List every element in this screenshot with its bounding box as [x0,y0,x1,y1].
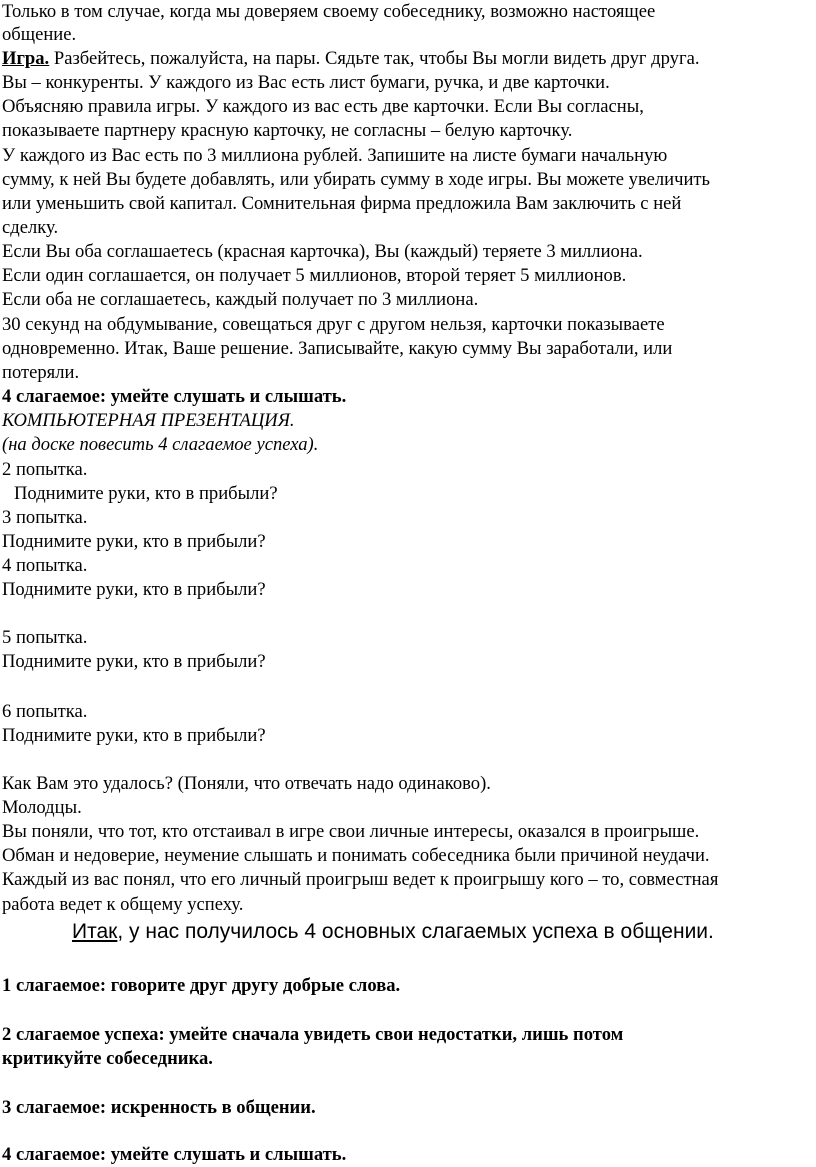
text-line: Каждый из вас понял, что его личный проигрыш ведет к проигрышу кого – то, совместная [2,869,719,890]
text-line: показываете партнеру красную карточку, не согласны – белую карточку. [2,120,573,141]
text-line: Объясняю правила игры. У каждого из вас есть две карточки. Если Вы согласны, [2,96,644,117]
text-line: Молодцы. [2,797,82,818]
text-line: Если оба не соглашаетесь, каждый получает по 3 миллиона. [2,289,479,310]
text-line: сумму, к ней Вы будете добавлять, или убирать сумму в ходе игры. Вы можете увеличить [2,169,711,190]
game-label: Игра. [2,48,50,69]
text-line: или уменьшить свой капитал. Сомнительная фирма предложила Вам заключить с ней [2,193,682,214]
success-component-2: 2 слагаемое успеха: умейте сначала увидеть свои недостатки, лишь потом [2,1024,624,1045]
success-component-3: 3 слагаемое: искренность в общении. [2,1097,316,1118]
text-line: Если Вы оба соглашаетесь (красная карточка), Вы (каждый) теряете 3 миллиона. [2,241,643,262]
attempt-label: 5 попытка. [2,627,88,648]
text-line: Как Вам это удалось? (Поняли, что отвечать надо одинаково). [2,773,491,794]
text-line: Обман и недоверие, неумение слышать и понимать собеседника были причиной неудачи. [2,845,710,866]
text-line [2,48,700,70]
success-component-2-cont: критикуйте собеседника. [2,1048,213,1069]
summary-heading-rest: , у нас получилось 4 основных слагаемых успеха в общении. [117,920,714,943]
italic-note: КОМПЬЮТЕРНАЯ ПРЕЗЕНТАЦИЯ. [2,410,295,431]
attempt-question: Поднимите руки, кто в прибыли? [14,483,278,504]
attempt-label: 2 попытка. [2,459,88,480]
attempt-question: Поднимите руки, кто в прибыли? [2,579,266,600]
italic-note: (на доске повесить 4 слагаемое успеха). [2,434,319,455]
text-line: одновременно. Итак, Ваше решение. Записывайте, какую сумму Вы заработали, или [2,338,673,359]
attempt-label: 4 попытка. [2,555,88,576]
attempt-label: 6 попытка. [2,701,88,722]
text-line: Вы поняли, что тот, кто отстаивал в игре свои личные интересы, оказался в проигрыше. [2,821,700,842]
success-component-1: 1 слагаемое: говорите друг другу добрые слова. [2,975,401,996]
text-line: У каждого из Вас есть по 3 миллиона рублей. Запишите на листе бумаги начальную [2,145,668,166]
text-line: потеряли. [2,362,80,383]
bold-heading: 4 слагаемое: умейте слушать и слышать. [2,386,347,407]
text-line: общение. [2,24,77,45]
attempt-question: Поднимите руки, кто в прибыли? [2,725,266,746]
text-line: Вы – конкуренты. У каждого из Вас есть лист бумаги, ручка, и две карточки. [2,72,610,93]
attempt-question: Поднимите руки, кто в прибыли? [2,531,266,552]
success-component-4: 4 слагаемое: умейте слушать и слышать. [2,1144,347,1165]
text-line: 30 секунд на обдумывание, совещаться друг с другом нельзя, карточки показываете [2,314,665,335]
text-line: работа ведет к общему успеху. [2,894,244,915]
text-line: Только в том случае, когда мы доверяем своему собеседнику, возможно настоящее [2,1,656,22]
game-intro: Разбейтесь, пожалуйста, на пары. Сядьте так, чтобы Вы могли видеть друг друга. [49,48,700,69]
text-line: Если один соглашается, он получает 5 миллионов, второй теряет 5 миллионов. [2,265,627,286]
attempt-question: Поднимите руки, кто в прибыли? [2,651,266,672]
summary-heading-underlined: Итак [72,920,118,943]
text-line: сделку. [2,217,59,238]
summary-heading [72,919,714,945]
attempt-label: 3 попытка. [2,507,88,528]
